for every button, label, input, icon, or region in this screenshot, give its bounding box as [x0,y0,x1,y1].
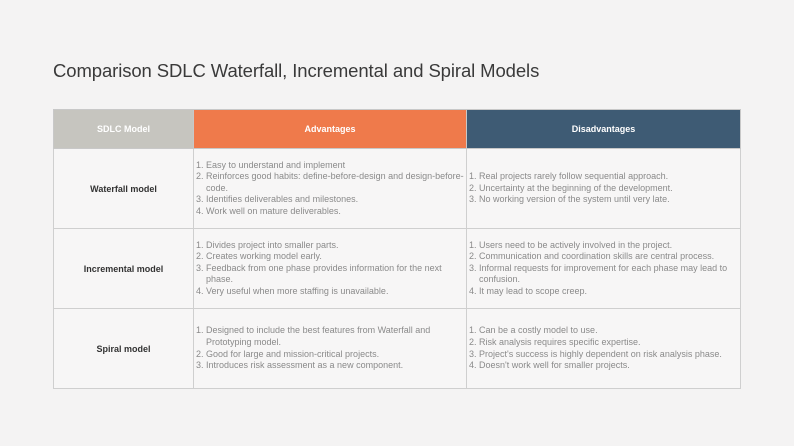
table-row [54,149,741,229]
advantages-cell [194,309,467,389]
table-header-row [54,110,741,149]
table-row [54,309,741,389]
disadvantages-cell [467,229,741,309]
comparison-table [53,109,741,389]
model-name: Waterfall model [54,149,194,229]
list-item: 2. Uncertainty at the beginning of the development. [479,183,738,195]
list-item: 2. Communication and coordination skills are central process. [479,251,738,263]
list-item: 1. Easy to understand and implement [206,160,464,172]
list-item: 3. Project's success is highly dependent on risk analysis phase. [479,349,738,361]
list-item: 4. Doesn't work well for smaller projects. [479,360,738,372]
list-item: 4. Very useful when more staffing is unavailable. [206,286,464,298]
list-item: 2. Risk analysis requires specific expertise. [479,337,738,349]
disadvantages-list [467,325,740,371]
list-item: 2. Creates working model early. [206,251,464,263]
advantages-list [194,325,466,371]
header-advantages: Advantages [194,110,467,149]
list-item: 3. Feedback from one phase provides information for the next phase. [206,263,464,286]
header-sdlc-model: SDLC Model [54,110,194,149]
list-item: 3. No working version of the system until very late. [479,194,738,206]
advantages-cell [194,149,467,229]
model-name: Incremental model [54,229,194,309]
model-name: Spiral model [54,309,194,389]
list-item: 2. Good for large and mission-critical projects. [206,349,464,361]
disadvantages-cell [467,309,741,389]
list-item: 1. Real projects rarely follow sequential approach. [479,171,738,183]
list-item: 3. Introduces risk assessment as a new component. [206,360,464,372]
list-item: 3. Identifies deliverables and milestones. [206,194,464,206]
list-item: 1. Can be a costly model to use. [479,325,738,337]
list-item: 1. Users need to be actively involved in the project. [479,240,738,252]
header-disadvantages: Disadvantages [467,110,741,149]
list-item: 2. Reinforces good habits: define-before-design and design-before-code. [206,171,464,194]
list-item: 4. Work well on mature deliverables. [206,206,464,218]
advantages-list [194,160,466,218]
list-item: 3. Informal requests for improvement for each phase may lead to confusion. [479,263,738,286]
advantages-cell [194,229,467,309]
disadvantages-cell [467,149,741,229]
list-item: 1. Designed to include the best features from Waterfall and Prototyping model. [206,325,464,348]
page-title: Comparison SDLC Waterfall, Incremental and Spiral Models [53,60,540,81]
table-row [54,229,741,309]
list-item: 1. Divides project into smaller parts. [206,240,464,252]
advantages-list [194,240,466,298]
disadvantages-list [467,240,740,298]
disadvantages-list [467,171,740,206]
list-item: 4. It may lead to scope creep. [479,286,738,298]
